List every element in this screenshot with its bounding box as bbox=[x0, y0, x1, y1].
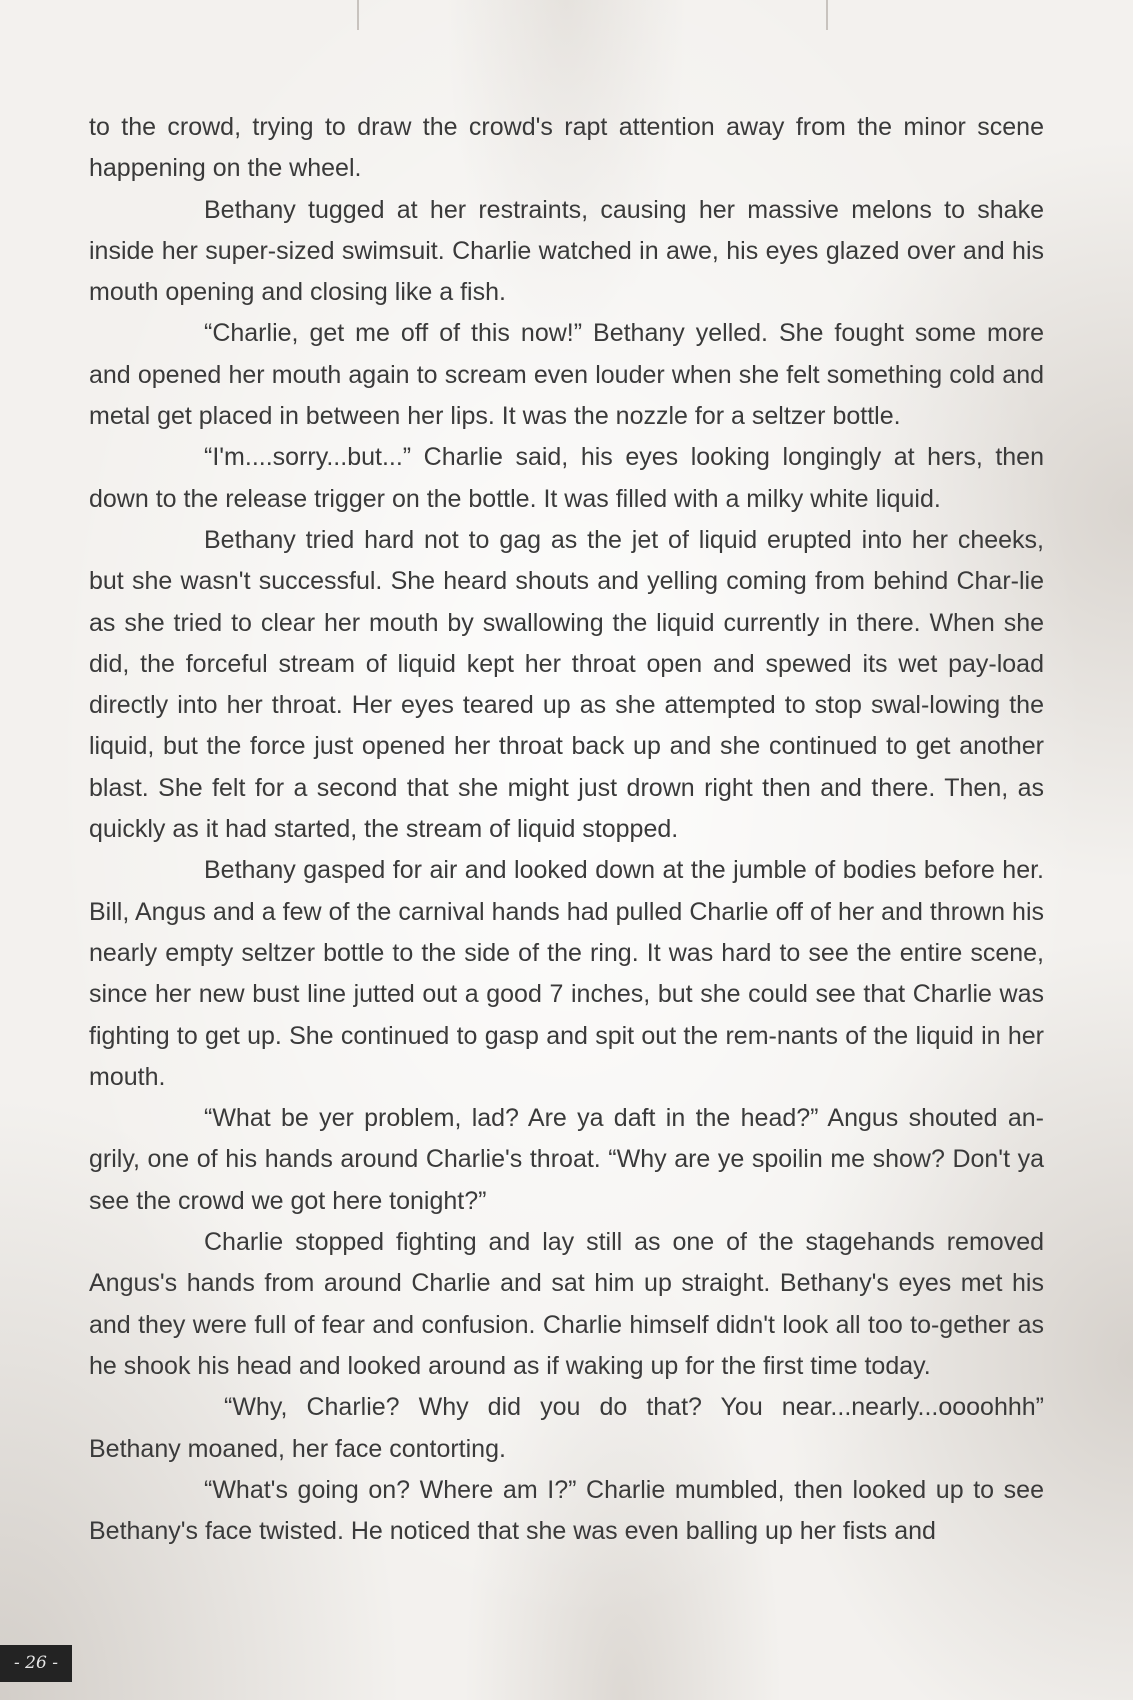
page-crease-right bbox=[826, 0, 828, 30]
paragraph-5: Bethany tried hard not to gag as the jet of liquid erupted into her cheeks, but she wasn't successful. She heard shouts and yelling coming from behind Char-lie as she tried to clear her mouth by swallowing the liquid currently in there. When she did, the forceful stream of liquid kept her throat open and spewed its wet pay-load directly into her throat. Her eyes teared up as she attempted to stop swal-lowing the liquid, but the force just opened her throat back up and she continued to get another blast. She felt for a second that she might just drown right then and there. Then, as quickly as it had started, the stream of liquid stopped. bbox=[89, 525, 1044, 844]
paragraph-2: Bethany tugged at her restraints, causing her massive melons to shake inside her super-sized swimsuit. Charlie watched in awe, his eyes glazed over and his mouth opening and closing like a fish. bbox=[89, 195, 1044, 307]
paragraph-3: “Charlie, get me off of this now!” Bethany yelled. She fought some more and opened her mouth again to scream even louder when she felt something cold and metal get placed in between her lips. It was the nozzle for a seltzer bottle. bbox=[89, 319, 1044, 431]
paragraph-9: “Why, Charlie? Why did you do that? You near...nearly...oooohhh” Bethany moaned, her face contorting. bbox=[89, 1393, 1044, 1463]
paragraph-4: “I'm....sorry...but...” Charlie said, his eyes looking longingly at hers, then down to the release trigger on the bottle. It was filled with a milky white liquid. bbox=[89, 443, 1044, 513]
paragraph-1: to the crowd, trying to draw the crowd's rapt attention away from the minor scene happening on the wheel. bbox=[89, 113, 1044, 183]
page-number: - 26 - bbox=[0, 1645, 72, 1682]
paragraph-8: Charlie stopped fighting and lay still as one of the stagehands removed Angus's hands from around Charlie and sat him up straight. Bethany's eyes met his and they were full of fear and confusion. Charlie himself didn't look all too to-gether as he shook his head and looked around as if waking up for the first time today. bbox=[89, 1228, 1044, 1380]
paragraph-7: “What be yer problem, lad? Are ya daft in the head?” Angus shouted an-grily, one of his hands around Charlie's throat. “Why are ye spoilin me show? Don't ya see the crowd we got here tonight?” bbox=[89, 1104, 1044, 1215]
paragraph-10: “What's going on? Where am I?” Charlie mumbled, then looked up to see Bethany's face twisted. He noticed that she was even balling up her fists and bbox=[89, 1475, 1044, 1546]
page-crease-left bbox=[357, 0, 359, 30]
paragraph-6: Bethany gasped for air and looked down at the jumble of bodies before her. Bill, Angus and a few of the carnival hands had pulled Charlie off of her and thrown his nearly empty seltzer bottle to the side of the ring. It was hard to see the entire scene, since her new bust line jutted out a good 7 inches, but she could see that Charlie was fighting to get up. She continued to gasp and spit out the rem-nants of the liquid in her mouth. bbox=[89, 856, 1044, 1091]
body-text bbox=[89, 107, 1044, 1552]
